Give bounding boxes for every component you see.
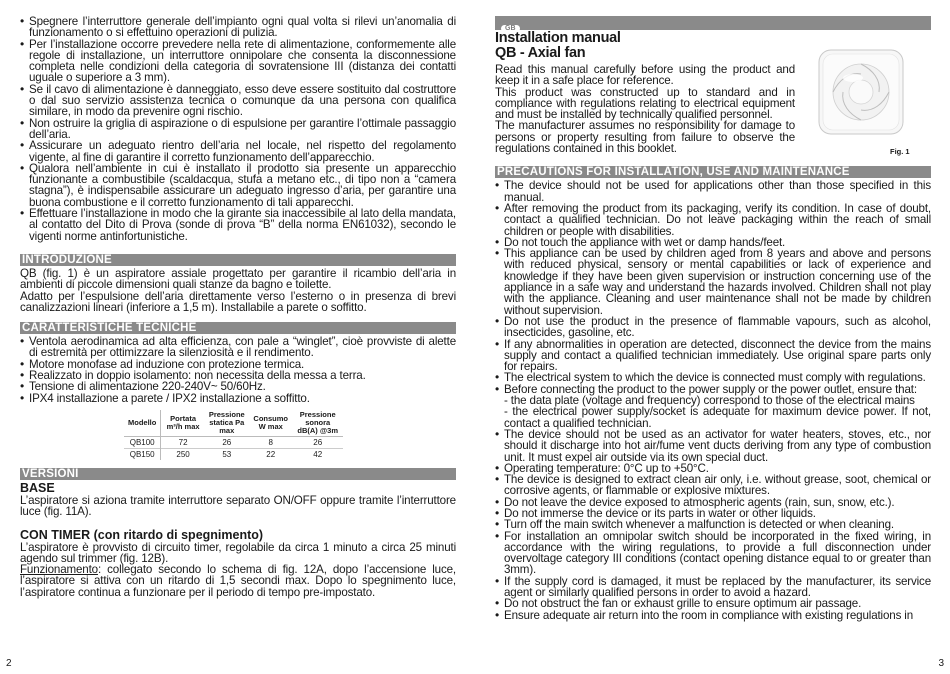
function-label: Funzionamento [20, 563, 98, 577]
list-item: • Qualora nell’ambiente in cui è installato il prodotto sia presente un apparecchio funzionante a combustibile (scaldacqua, stufa a metano etc., di tipo non a “camera stagna”), è indispensabile assicurare un adeguato ingresso d’aria, per garantire una buona combustione e il corretto funzionamento di tali apparecchi. [20, 163, 456, 208]
list-item: • Tensione di alimentazione 220-240V~ 50/60Hz. [20, 381, 456, 392]
list-item: • The electrical system to which the device is connected must comply with regulations. [495, 372, 931, 383]
list-item: • Do not touch the appliance with wet or damp hands/feet. [495, 237, 931, 248]
manual-title: Installation manual [495, 30, 621, 46]
base-text: L’aspiratore si aziona tramite interruttore separato ON/OFF oppure tramite l’interruttore luce (fig. 11A). [20, 493, 456, 519]
table-cell: 250 [161, 448, 205, 460]
table-row [124, 436, 343, 448]
list-item: • Do not leave the device exposed to atmospheric agents (rain, sun, snow, etc.). [495, 497, 931, 508]
tech-bullets [20, 336, 456, 404]
spec-table [124, 410, 343, 460]
list-item: • Effettuare l’installazione in modo che la girante sia inaccessibile al lato della mandata, al contatto del Dito di Prova (sonde di prova “B” della norma EN61032), secondo le vigenti norme antinfortunistiche. [20, 208, 456, 242]
list-item: • The device should not be used as an activator for water heaters, stoves, etc., nor should it discharge into hot air/fume vent ducts deriving from any type of combustion unit. It must expel air outside via its own special duct. [495, 429, 931, 463]
function-description: : collegato secondo lo schema di fig. 12A, dopo l’accensione luce, l’aspiratore si attiva con un ritardo di 1,5 secondi max. Dopo lo spegnimento luce, l’aspiratore continua a funzionare per il periodo di tempo pre-impostato. [20, 563, 456, 599]
section-heading-caratteristiche: CARATTERISTICHE TECNICHE [20, 322, 456, 334]
table-cell: 53 [205, 448, 249, 460]
language-bar [495, 16, 931, 30]
list-item: • Before connecting the product to the power supply or the power outlet, ensure that: [495, 384, 931, 395]
list-item: • Turn off the main switch whenever a malfunction is detected or when cleaning. [495, 519, 931, 530]
list-item: • Realizzato in doppio isolamento: non necessita della messa a terra. [20, 370, 456, 381]
list-item: • If the supply cord is damaged, it must be replaced by the manufacturer, its service agent or similarly qualified persons in order to avoid a hazard. [495, 576, 931, 599]
page-number: 2 [6, 658, 12, 669]
table-header: Modello [124, 410, 161, 437]
paragraph: Read this manual carefully before using the product and keep it in a safe place for reference. [495, 63, 795, 88]
section-heading-precautions: PRECAUTIONS FOR INSTALLATION, USE AND MAINTENANCE [495, 166, 931, 178]
page-number: 3 [938, 658, 944, 669]
table-cell: 72 [161, 436, 205, 448]
list-item: • After removing the product from its packaging, verify its condition. In case of doubt, contact a qualified technician. Do not leave packaging within the reach of small children or people with disabilities. [495, 203, 931, 237]
list-item: • The device should not be used for applications other than those specified in this manual. [495, 180, 931, 203]
intro-paragraphs [495, 64, 795, 154]
list-item: • If any abnormalities in operation are detected, disconnect the device from the mains supply and contact a qualified technician immediately. Use original spare parts only for repairs. [495, 339, 931, 373]
base-title: BASE [20, 480, 55, 495]
list-item: • Do not obstruct the fan or exhaust grille to ensure optimum air passage. [495, 598, 931, 609]
timer-text: L’aspiratore è provvisto di circuito timer, regolabile da circa 1 minuto a circa 25 minuti agendo sul trimmer (fig. 12B). [20, 540, 456, 565]
table-header: Pressione statica Pa max [205, 410, 249, 437]
list-item: • Do not immerse the device or its parts in water or other liquids. [495, 508, 931, 519]
paragraph: The manufacturer assumes no responsibility for damage to persons or property resulting from failure to observe the regulations contained in this booklet. [495, 119, 795, 156]
list-item: • Spegnere l’interruttore generale dell’impianto ogni qual volta si rilevi un’anomalia di funzionamento o si effettuino operazioni di pulizia. [20, 16, 456, 39]
table-cell: 22 [249, 448, 293, 460]
sub-item: - the data plate (voltage and frequency) correspond to those of the electrical mains [504, 394, 915, 408]
list-item: • Se il cavo di alimentazione è danneggiato, esso deve essere sostituito dal costruttore o dal suo servizio assistenza tecnica o comunque da una persona con qualifica similare, in modo da prevenire ogni rischio. [20, 84, 456, 118]
manual-subtitle: QB - Axial fan [495, 45, 586, 61]
table-cell: 26 [205, 436, 249, 448]
paragraph: This product was constructed up to standard and in compliance with regulations relating to electrical equipment and must be installed by technically qualified personnel. [495, 85, 795, 122]
list-item: • Non ostruire la griglia di aspirazione o di espulsione per garantire l’ottimale passaggio dell’aria. [20, 118, 456, 141]
language-badge: GB [501, 25, 520, 32]
table-header: Consumo W max [249, 410, 293, 437]
table-cell: QB100 [124, 436, 161, 448]
intro-text-1: QB (fig. 1) è un aspiratore assiale progettato per garantire il ricambio dell’aria in ambienti di piccole dimensioni quali stanze da bagno e toilette. [20, 266, 456, 292]
table-cell: 8 [249, 436, 293, 448]
intro-text-2: Adatto per l’espulsione dell’aria direttamente verso l’esterno o in presenza di brevi canalizzazioni lineari (inferiore a 1,5 m). Installabile a parete o soffitto. [20, 289, 456, 314]
list-item: • Ensure adequate air return into the room in compliance with existing regulations in [495, 610, 931, 621]
list-item: • Do not use the product in the presence of flammable vapours, such as alcohol, insecticides, gasoline, etc. [495, 316, 931, 339]
table-cell: 26 [293, 436, 343, 448]
figure-label: Fig. 1 [890, 147, 910, 156]
table-row [124, 448, 343, 460]
list-item: • This appliance can be used by children aged from 8 years and above and persons with reduced physical, sensory or mental capabilities or lack of experience and knowledge if they have been given supervision or instruction concerning use of the appliance in a safe way and understand the hazards involved. Children shall not play with the appliance. Cleaning and user maintenance shall not be made by children without supervision. [495, 248, 931, 316]
list-item: • The device is designed to extract clean air only, i.e. without grease, soot, chemical or corrosive agents, or flammable or explosive mixtures. [495, 474, 931, 497]
section-heading-introduzione: INTRODUZIONE [20, 254, 456, 266]
sub-item: - the electrical power supply/socket is adequate for maximum device power. If not, contact a qualified technician. [504, 405, 931, 430]
list-item: • IPX4 installazione a parete / IPX2 installazione a soffitto. [20, 393, 456, 404]
section-heading-versioni: VERSIONI [20, 468, 456, 480]
right-page [475, 0, 950, 674]
precaution-bullets [495, 180, 931, 621]
list-item: • Operating temperature: 0°C up to +50°C. [495, 463, 931, 474]
list-item: • Motore monofase ad induzione con protezione termica. [20, 359, 456, 370]
safety-bullets-it [20, 16, 456, 242]
list-item: • For installation an omnipolar switch should be incorporated in the fixed wiring, in accordance with the wiring regulations, to provide a full disconnection under overvoltage category III conditions (contact opening distance equal to or greater than 3mm). [495, 531, 931, 576]
left-column [20, 16, 456, 598]
table-header: Portata m³/h max [161, 410, 205, 437]
list-item: • Ventola aerodinamica ad alta efficienza, con pale a “winglet”, cioè provviste di alette di estremità per ottimizzare la silenziosità e il rendimento. [20, 336, 456, 359]
table-cell: QB150 [124, 448, 161, 460]
table-cell: 42 [293, 448, 343, 460]
function-text [20, 564, 456, 598]
axial-fan-illustration [815, 48, 907, 138]
list-item: • Per l’installazione occorre prevedere nella rete di alimentazione, conformemente alle regole di installazione, un interruttore onnipolare che consenta la disconnessione completa nelle condizioni della categoria di sovratensione III (distanza dei contatti uguale o superiore a 3 mm). [20, 39, 456, 84]
timer-title: CON TIMER (con ritardo di spegnimento) [20, 527, 264, 542]
list-item: • Assicurare un adeguato rientro dell’aria nel locale, nel rispetto del regolamento vigente, al fine di garantire il corretto funzionamento dell’apparecchio. [20, 140, 456, 163]
table-header: Pressione sonora dB(A) @3m [293, 410, 343, 437]
